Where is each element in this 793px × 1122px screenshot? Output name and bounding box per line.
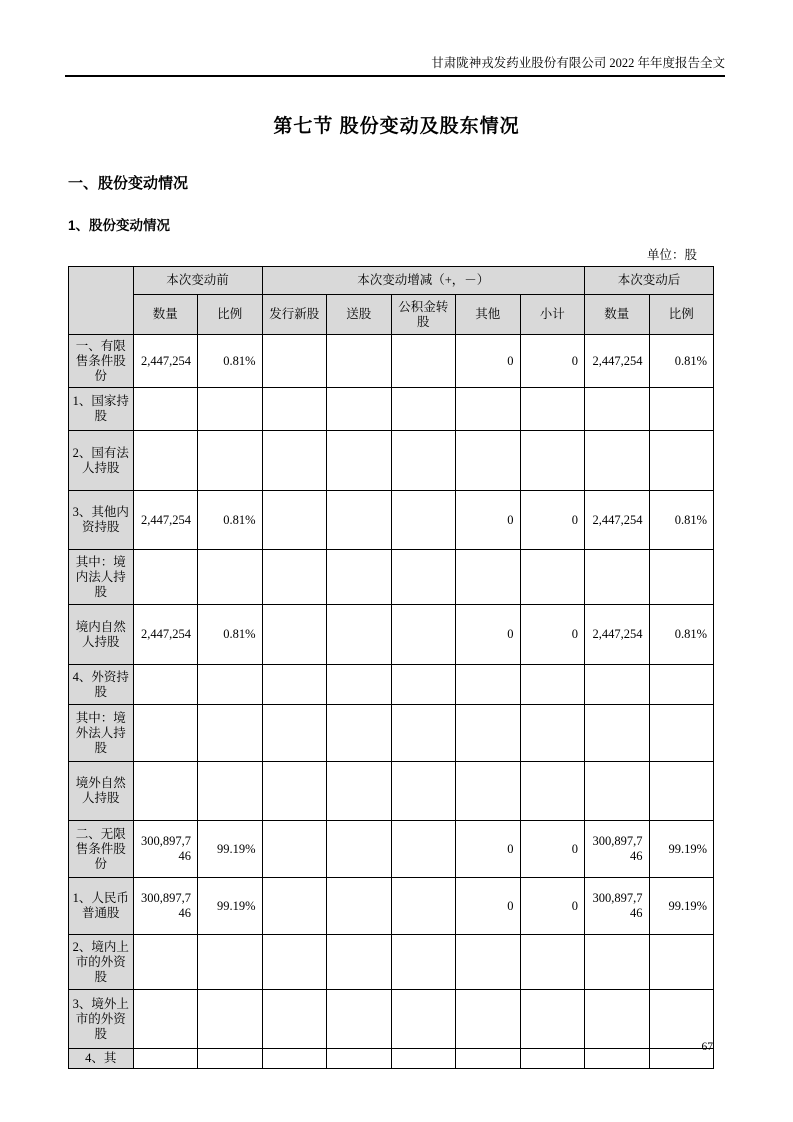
cell-pct-before bbox=[198, 935, 263, 990]
cell-other bbox=[456, 388, 521, 431]
cell-new-shares bbox=[262, 388, 327, 431]
cell-subtotal bbox=[520, 990, 585, 1049]
cell-qty-before bbox=[133, 705, 198, 762]
col-group-before: 本次变动前 bbox=[133, 267, 262, 295]
cell-qty-before bbox=[133, 388, 198, 431]
table-row bbox=[69, 878, 714, 935]
cell-qty-after: 2,447,254 bbox=[585, 605, 650, 665]
table-row bbox=[69, 935, 714, 990]
col-header-pct-before: 比例 bbox=[198, 295, 263, 335]
cell-new-shares bbox=[262, 550, 327, 605]
cell-new-shares bbox=[262, 821, 327, 878]
cell-pct-after bbox=[649, 665, 714, 705]
cell-subtotal bbox=[520, 665, 585, 705]
cell-bonus-shares bbox=[327, 935, 392, 990]
cell-qty-before bbox=[133, 431, 198, 491]
cell-bonus-shares bbox=[327, 491, 392, 550]
cell-reserve-conversion bbox=[391, 762, 456, 821]
cell-pct-after: 0.81% bbox=[649, 605, 714, 665]
cell-subtotal: 0 bbox=[520, 335, 585, 388]
cell-qty-after bbox=[585, 762, 650, 821]
cell-subtotal bbox=[520, 705, 585, 762]
cell-qty-after bbox=[585, 705, 650, 762]
cell-bonus-shares bbox=[327, 665, 392, 705]
row-label: 其中：境外法人持股 bbox=[69, 705, 134, 762]
cell-other bbox=[456, 665, 521, 705]
cell-subtotal bbox=[520, 550, 585, 605]
cell-subtotal: 0 bbox=[520, 491, 585, 550]
cell-qty-before: 300,897,746 bbox=[133, 878, 198, 935]
cell-other bbox=[456, 990, 521, 1049]
cell-qty-before bbox=[133, 990, 198, 1049]
row-label: 4、外资持股 bbox=[69, 665, 134, 705]
cell-pct-before bbox=[198, 705, 263, 762]
col-group-after: 本次变动后 bbox=[585, 267, 714, 295]
col-group-change: 本次变动增减（+，－） bbox=[262, 267, 585, 295]
cell-bonus-shares bbox=[327, 705, 392, 762]
cell-new-shares bbox=[262, 705, 327, 762]
table-row bbox=[69, 605, 714, 665]
cell-pct-after bbox=[649, 990, 714, 1049]
cell-pct-after bbox=[649, 705, 714, 762]
table-row bbox=[69, 705, 714, 762]
cell-subtotal: 0 bbox=[520, 821, 585, 878]
col-header-subtotal: 小计 bbox=[520, 295, 585, 335]
cell-reserve-conversion bbox=[391, 550, 456, 605]
cell-reserve-conversion bbox=[391, 605, 456, 665]
cell-pct-after: 0.81% bbox=[649, 491, 714, 550]
section-heading: 一、股份变动情况 bbox=[68, 175, 189, 192]
row-label: 2、境内上市的外资股 bbox=[69, 935, 134, 990]
header-cols-row bbox=[69, 295, 714, 335]
running-header-text: 甘肃陇神戎发药业股份有限公司 2022 年年度报告全文 bbox=[431, 56, 725, 70]
cell-bonus-shares bbox=[327, 762, 392, 821]
cell-subtotal bbox=[520, 388, 585, 431]
row-label: 二、无限售条件股份 bbox=[69, 821, 134, 878]
row-label: 一、有限售条件股份 bbox=[69, 335, 134, 388]
cell-qty-after: 300,897,746 bbox=[585, 821, 650, 878]
cell-qty-after: 300,897,746 bbox=[585, 878, 650, 935]
cell-qty-after bbox=[585, 935, 650, 990]
cell-qty-before: 2,447,254 bbox=[133, 335, 198, 388]
row-label: 其中：境内法人持股 bbox=[69, 550, 134, 605]
cell-pct-before bbox=[198, 665, 263, 705]
cell-reserve-conversion bbox=[391, 665, 456, 705]
cell-qty-before: 2,447,254 bbox=[133, 605, 198, 665]
cell-bonus-shares bbox=[327, 550, 392, 605]
cell-subtotal bbox=[520, 431, 585, 491]
running-header bbox=[65, 55, 725, 77]
row-label: 境外自然人持股 bbox=[69, 762, 134, 821]
table-row bbox=[69, 990, 714, 1049]
cell-qty-after: 2,447,254 bbox=[585, 335, 650, 388]
cell-reserve-conversion bbox=[391, 878, 456, 935]
row-label: 境内自然人持股 bbox=[69, 605, 134, 665]
cell-pct-after bbox=[649, 388, 714, 431]
cell-qty-after bbox=[585, 665, 650, 705]
cell-other: 0 bbox=[456, 335, 521, 388]
header-group-row bbox=[69, 267, 714, 295]
row-label: 4、其 bbox=[69, 1049, 134, 1069]
cell-new-shares bbox=[262, 878, 327, 935]
cell-subtotal bbox=[520, 935, 585, 990]
table-row bbox=[69, 821, 714, 878]
cell-other: 0 bbox=[456, 821, 521, 878]
cell-qty-before bbox=[133, 665, 198, 705]
table-header bbox=[69, 267, 714, 335]
cell-new-shares bbox=[262, 990, 327, 1049]
cell-new-shares bbox=[262, 665, 327, 705]
cell-reserve-conversion bbox=[391, 388, 456, 431]
col-header-new-shares: 发行新股 bbox=[262, 295, 327, 335]
cell-other: 0 bbox=[456, 878, 521, 935]
cell-qty-after bbox=[585, 388, 650, 431]
cell-pct-after: 99.19% bbox=[649, 878, 714, 935]
cell-qty-before bbox=[133, 762, 198, 821]
cell-pct-before: 99.19% bbox=[198, 821, 263, 878]
row-label: 1、国家持股 bbox=[69, 388, 134, 431]
page-title: 第七节 股份变动及股东情况 bbox=[273, 116, 520, 137]
cell-pct-after bbox=[649, 550, 714, 605]
table-body bbox=[69, 335, 714, 1069]
cell-new-shares bbox=[262, 605, 327, 665]
cell-pct-before bbox=[198, 550, 263, 605]
table-row bbox=[69, 762, 714, 821]
row-label: 3、其他内资持股 bbox=[69, 491, 134, 550]
cell-bonus-shares bbox=[327, 605, 392, 665]
cell-other bbox=[456, 705, 521, 762]
cell-pct-before: 99.19% bbox=[198, 878, 263, 935]
cell-other bbox=[456, 550, 521, 605]
cell-qty-after bbox=[585, 431, 650, 491]
table-row bbox=[69, 491, 714, 550]
cell-other bbox=[456, 431, 521, 491]
cell-qty-before: 2,447,254 bbox=[133, 491, 198, 550]
cell-subtotal bbox=[520, 762, 585, 821]
cell-pct-after bbox=[649, 762, 714, 821]
cell-reserve-conversion bbox=[391, 935, 456, 990]
cell-bonus-shares bbox=[327, 431, 392, 491]
cell-pct-before bbox=[198, 431, 263, 491]
cell-other: 0 bbox=[456, 605, 521, 665]
table-row bbox=[69, 550, 714, 605]
cell-reserve-conversion bbox=[391, 335, 456, 388]
cell-reserve-conversion bbox=[391, 491, 456, 550]
cell-pct-before bbox=[198, 388, 263, 431]
cell-new-shares bbox=[262, 431, 327, 491]
table-row bbox=[69, 665, 714, 705]
subsection-heading: 1、股份变动情况 bbox=[68, 218, 171, 233]
page-number: 67 bbox=[701, 1041, 713, 1053]
cell-bonus-shares bbox=[327, 878, 392, 935]
cell-pct-after bbox=[649, 431, 714, 491]
cell-reserve-conversion bbox=[391, 705, 456, 762]
cell-qty-before: 300,897,746 bbox=[133, 821, 198, 878]
col-header-bonus-shares: 送股 bbox=[327, 295, 392, 335]
cell-bonus-shares bbox=[327, 388, 392, 431]
cell-new-shares bbox=[262, 935, 327, 990]
cell-subtotal: 0 bbox=[520, 878, 585, 935]
col-header-other: 其他 bbox=[456, 295, 521, 335]
cell-bonus-shares bbox=[327, 335, 392, 388]
cell-qty-before bbox=[133, 550, 198, 605]
cell-pct-before: 0.81% bbox=[198, 605, 263, 665]
table-row bbox=[69, 388, 714, 431]
cell-subtotal: 0 bbox=[520, 605, 585, 665]
col-header-pct-after: 比例 bbox=[649, 295, 714, 335]
cell-new-shares bbox=[262, 491, 327, 550]
cell-other: 0 bbox=[456, 491, 521, 550]
cell-pct-before bbox=[198, 762, 263, 821]
cell-pct-before: 0.81% bbox=[198, 491, 263, 550]
unit-note: 单位：股 bbox=[646, 248, 697, 262]
share-change-table bbox=[68, 266, 714, 1069]
cell-pct-after: 0.81% bbox=[649, 335, 714, 388]
table-row bbox=[69, 431, 714, 491]
row-label: 3、境外上市的外资股 bbox=[69, 990, 134, 1049]
cell-qty-after: 2,447,254 bbox=[585, 491, 650, 550]
cell-pct-after bbox=[649, 935, 714, 990]
cell-pct-after: 99.19% bbox=[649, 821, 714, 878]
cell-qty-after bbox=[585, 550, 650, 605]
cell-bonus-shares bbox=[327, 990, 392, 1049]
table-row bbox=[69, 335, 714, 388]
cell-reserve-conversion bbox=[391, 431, 456, 491]
col-header-qty-after: 数量 bbox=[585, 295, 650, 335]
row-label: 1、人民币普通股 bbox=[69, 878, 134, 935]
cell-reserve-conversion bbox=[391, 821, 456, 878]
cell-other bbox=[456, 935, 521, 990]
cell-bonus-shares bbox=[327, 821, 392, 878]
cell-new-shares bbox=[262, 762, 327, 821]
row-label: 2、国有法人持股 bbox=[69, 431, 134, 491]
col-header-qty-before: 数量 bbox=[133, 295, 198, 335]
cell-other bbox=[456, 762, 521, 821]
cell-reserve-conversion bbox=[391, 990, 456, 1049]
cell-pct-before bbox=[198, 990, 263, 1049]
cell-qty-after bbox=[585, 990, 650, 1049]
cell-pct-before: 0.81% bbox=[198, 335, 263, 388]
cell-new-shares bbox=[262, 335, 327, 388]
col-header-reserve-conversion: 公积金转股 bbox=[391, 295, 456, 335]
corner-cell bbox=[69, 267, 134, 335]
cell-qty-before bbox=[133, 935, 198, 990]
